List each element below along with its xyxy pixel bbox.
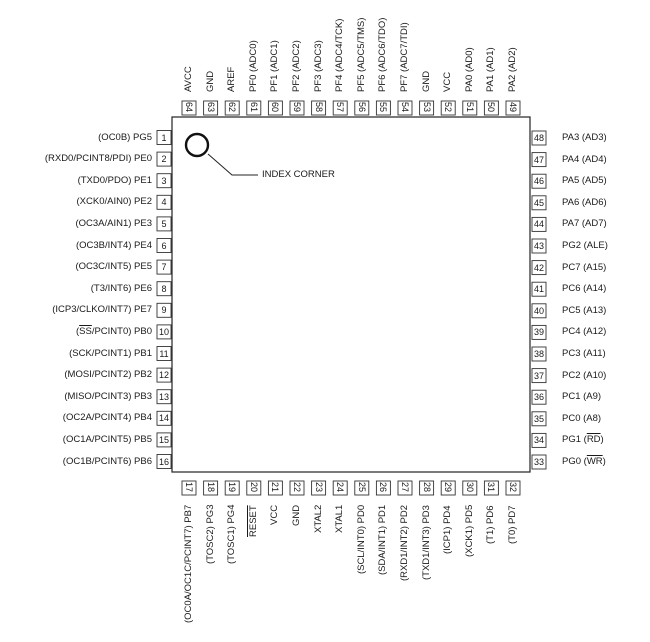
- pin-number: 51: [464, 102, 475, 113]
- pin-label: (RXD1/INT2) PD2: [399, 505, 410, 582]
- pin-number: 16: [158, 456, 169, 467]
- pin-label: PF4 (ADC4/TCK): [334, 18, 346, 92]
- pin-number: 11: [159, 348, 169, 359]
- pin-label: (T1) PD6: [485, 505, 497, 544]
- pin-label: (RXD0/PCINT8/PDI) PE0: [44, 153, 152, 165]
- pin-label: (TXD0/PDO) PE1: [77, 174, 152, 186]
- pin-number: 61: [248, 102, 259, 113]
- pin-number: 12: [158, 370, 169, 381]
- pin-label: (TXD1/INT3) PD3: [420, 505, 432, 580]
- pin-label: PA0 (AD0): [463, 47, 475, 92]
- pin-label: GND: [291, 505, 302, 527]
- pin-label: XTAL2: [312, 505, 324, 534]
- pin-label: PC6 (A14): [562, 283, 607, 295]
- pin-number: 18: [205, 482, 216, 493]
- pin-number: 32: [508, 482, 518, 493]
- pin-number: 27: [400, 482, 410, 493]
- pin-label: XTAL1: [334, 505, 346, 534]
- pin-number: 19: [227, 482, 238, 493]
- pin-label: (OC0B) PG5: [98, 131, 152, 143]
- pin-number: 14: [158, 413, 169, 424]
- pin-number: 24: [335, 482, 346, 493]
- pin-label: PA2 (AD2): [507, 47, 518, 92]
- pin-number: 54: [400, 102, 410, 113]
- pin-number: 7: [161, 262, 167, 273]
- pin-label: PC1 (A9): [562, 391, 602, 403]
- pin-label: (SDA/INT1) PD1: [377, 505, 389, 576]
- pin-number: 13: [158, 391, 169, 402]
- pin-label: PF0 (ADC0): [247, 40, 259, 92]
- pin-number: 38: [533, 349, 544, 359]
- pin-number: 60: [270, 102, 281, 113]
- pin-number: 62: [227, 102, 238, 113]
- pin-number: 1: [161, 132, 167, 143]
- pin-label: PF5 (ADC5/TMS): [355, 17, 367, 92]
- pin-number: 37: [533, 370, 544, 381]
- pin-label: (TOSC1) PG4: [226, 505, 238, 565]
- pin-label: PG1 $(\overline{RD})$: [562, 434, 604, 446]
- pin-label: AVCC: [183, 66, 194, 92]
- pin-number: 64: [184, 102, 194, 113]
- pin-label: (OC2A/PCINT4) PB4: [62, 412, 152, 424]
- pin-number: 28: [421, 482, 432, 493]
- pin-label: (OC1B/PCINT6) PB6: [62, 455, 152, 467]
- pin-label: (OC3B/INT4) PE4: [75, 239, 152, 251]
- pin-number: 17: [184, 482, 194, 493]
- pin-number: 50: [486, 102, 497, 113]
- pin-label: PA7 (AD7): [562, 218, 607, 230]
- pin-label: PA4 (AD4): [562, 153, 607, 165]
- pin-label: VCC: [442, 71, 454, 92]
- pin-label: PF2 (ADC2): [291, 40, 302, 92]
- pin-label: (MOSI/PCINT2) PB2: [64, 369, 152, 381]
- pin-label: PA5 (AD5): [562, 175, 607, 187]
- pin-number: 26: [378, 482, 389, 493]
- pin-label: (TOSC2) PG3: [204, 505, 216, 565]
- pin-number: 6: [161, 240, 167, 251]
- pin-number: 47: [533, 154, 544, 165]
- pin-label: (XCK1) PD5: [463, 505, 475, 558]
- pin-label: PF6 (ADC6/TDO): [377, 17, 389, 92]
- pin-label: PA3 (AD3): [562, 132, 607, 143]
- pin-number: 49: [508, 102, 518, 113]
- chip-body: [172, 117, 530, 472]
- pin-label: $(\overline{SS}/PCINT0)$ PB0: [75, 325, 152, 337]
- pin-number: 45: [533, 197, 544, 208]
- pin-label: (SCL/INT0) PD0: [355, 505, 367, 575]
- pin-number: 42: [533, 262, 544, 273]
- pin-number: 31: [486, 482, 497, 493]
- pin-number: 63: [205, 102, 216, 113]
- pin-label: PA6 (AD6): [562, 196, 607, 208]
- pin-number: 3: [161, 175, 167, 186]
- pin-number: 5: [161, 218, 167, 229]
- pin-label: PF7 (ADC7/TDI): [399, 22, 410, 92]
- pin-label: GND: [420, 70, 432, 92]
- pin-label: PC4 (A12): [562, 326, 607, 338]
- pin-label: (T3/INT6) PE6: [90, 282, 152, 294]
- pin-label: (SCK/PCINT1) PB1: [69, 347, 152, 359]
- pin-label: (ICP3/CLKO/INT7) PE7: [52, 304, 152, 316]
- pin-number: 15: [158, 434, 169, 445]
- pin-number: 58: [313, 102, 324, 113]
- pin-number: 35: [533, 413, 544, 424]
- pin-number: 59: [292, 102, 302, 113]
- pin-number: 23: [313, 482, 324, 493]
- pin-label: PF3 (ADC3): [312, 40, 324, 92]
- pin-number: 25: [356, 482, 367, 493]
- pin-label: RESET: [247, 505, 259, 537]
- pin-label: PC3 (A11): [562, 348, 606, 359]
- pin-number: 57: [335, 102, 346, 113]
- pin-label: PC7 (A15): [562, 261, 607, 273]
- pin-number: 8: [161, 283, 167, 294]
- pin-label: GND: [204, 70, 216, 92]
- pin-number: 53: [421, 102, 432, 113]
- pin-label: PA1 (AD1): [485, 47, 497, 92]
- pin-number: 34: [533, 435, 544, 446]
- pin-label: (XCK0/AIN0) PE2: [76, 196, 152, 208]
- pin-label: PF1 (ADC1): [269, 40, 281, 92]
- pin-number: 46: [533, 176, 544, 187]
- pin-label: PC0 (A8): [562, 412, 602, 424]
- pin-number: 44: [533, 219, 544, 230]
- pin-number: 21: [270, 482, 281, 493]
- pin-label: PC5 (A13): [562, 304, 607, 316]
- pin-number: 41: [533, 284, 544, 295]
- pin-number: 20: [248, 482, 259, 493]
- pin-number: 55: [378, 102, 389, 113]
- pin-label: (ICP1) PD4: [442, 505, 454, 554]
- pin-label: PG0 $(\overline{WR})$: [562, 456, 606, 467]
- pin-number: 36: [533, 392, 544, 403]
- pin-number: 43: [533, 241, 544, 251]
- pin-number: 48: [533, 133, 544, 143]
- pin-number: 40: [533, 305, 544, 316]
- pin-number: 56: [356, 102, 367, 113]
- index-corner-label: INDEX CORNER: [262, 169, 335, 180]
- pin-label: (T0) PD7: [507, 505, 518, 544]
- pin-label: (MISO/PCINT3) PB3: [64, 390, 152, 402]
- pin-number: 10: [158, 326, 169, 337]
- pin-number: 33: [533, 457, 544, 467]
- pin-number: 22: [292, 482, 302, 493]
- pin-label: PG2 (ALE): [562, 240, 608, 251]
- pin-number: 29: [443, 482, 454, 493]
- pin-label: (OC3A/AIN1) PE3: [75, 217, 152, 229]
- pin-label: PC2 (A10): [562, 369, 607, 381]
- pin-number: 4: [161, 197, 167, 208]
- pin-label: AREF: [226, 66, 238, 92]
- pin-number: 2: [161, 154, 167, 165]
- pin-label: (OC1A/PCINT5) PB5: [62, 433, 152, 445]
- pin-label: (OC3C/INT5) PE5: [75, 261, 152, 273]
- pin-number: 9: [161, 305, 167, 316]
- pin-number: 30: [464, 482, 475, 493]
- pin-number: 52: [443, 102, 454, 113]
- pin-label: VCC: [269, 505, 281, 526]
- pin-label: (OC0A/OC1C/PCINT7) PB7: [183, 505, 194, 624]
- pin-number: 39: [533, 327, 544, 338]
